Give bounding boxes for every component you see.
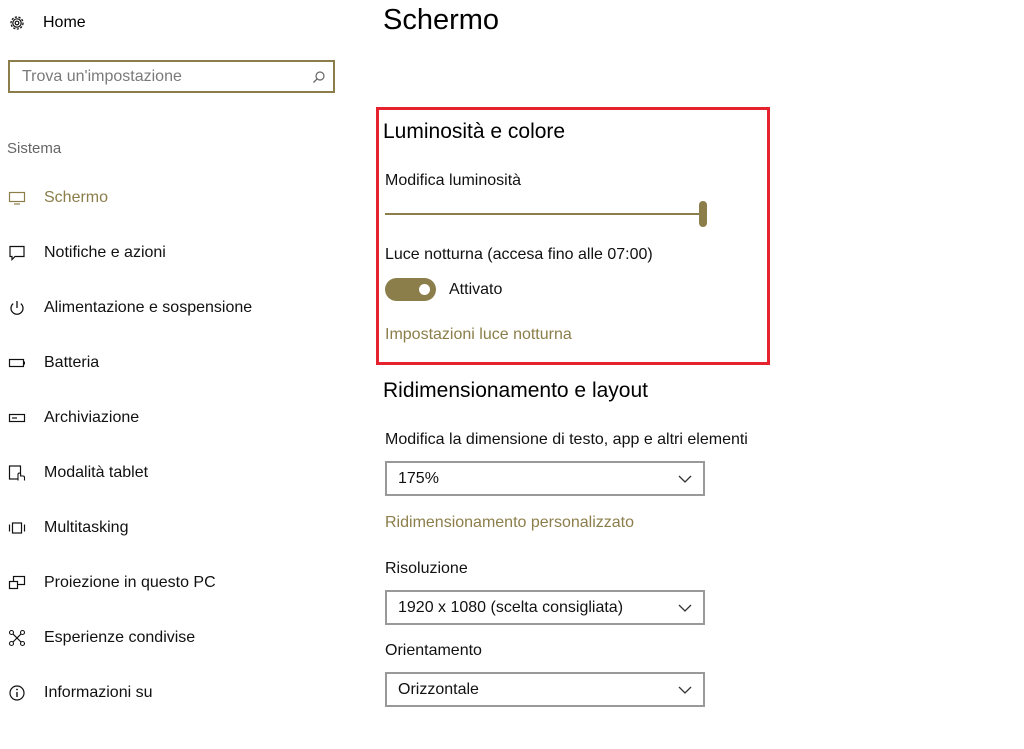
scale-dropdown-value: 175% [398, 469, 439, 487]
battery-icon [6, 352, 28, 374]
section-label-sistema: Sistema [7, 140, 62, 157]
brightness-label: Modifica luminosità [385, 172, 522, 189]
projection-icon [6, 572, 28, 594]
search-input[interactable] [10, 68, 305, 86]
brightness-slider[interactable] [385, 200, 710, 228]
orientation-label: Orientamento [385, 642, 482, 659]
night-light-toggle[interactable] [385, 278, 436, 301]
page-title: Schermo [383, 4, 500, 36]
info-icon [6, 682, 28, 704]
sidebar-item-label: Archiviazione [44, 409, 140, 426]
sidebar-item-archiviazione[interactable] [6, 404, 139, 432]
sidebar [0, 0, 350, 749]
sidebar-item-informazioni[interactable] [6, 679, 153, 707]
power-icon [6, 297, 28, 319]
orientation-dropdown-value: Orizzontale [398, 680, 479, 698]
shared-experiences-icon [6, 627, 28, 649]
sidebar-item-label: Batteria [44, 354, 100, 371]
sidebar-item-batteria[interactable] [6, 349, 99, 377]
night-light-state: Attivato [449, 281, 503, 298]
sidebar-item-label: Schermo [44, 189, 109, 206]
sidebar-item-label: Multitasking [44, 519, 129, 536]
sidebar-item-proiezione[interactable] [6, 569, 216, 597]
resolution-dropdown[interactable] [385, 590, 705, 625]
brightness-slider-thumb[interactable] [699, 201, 707, 227]
night-light-settings-link[interactable]: Impostazioni luce notturna [385, 326, 572, 343]
sidebar-item-label: Notifiche e azioni [44, 244, 166, 261]
custom-scaling-link[interactable]: Ridimensionamento personalizzato [385, 514, 635, 531]
chevron-down-icon [677, 474, 693, 484]
scale-layout-heading: Ridimensionamento e layout [383, 379, 648, 402]
toggle-knob [419, 284, 430, 295]
scale-label: Modifica la dimensione di testo, app e altri elementi [385, 431, 748, 448]
chevron-down-icon [677, 603, 693, 613]
monitor-icon [6, 187, 28, 209]
sidebar-item-modalita-tablet[interactable] [6, 459, 148, 487]
gear-icon [6, 12, 28, 34]
brightness-color-heading: Luminosità e colore [383, 120, 566, 143]
scale-dropdown[interactable] [385, 461, 705, 496]
chevron-down-icon [677, 685, 693, 695]
orientation-dropdown[interactable] [385, 672, 705, 707]
sidebar-item-multitasking[interactable] [6, 514, 128, 542]
multitasking-icon [6, 517, 28, 539]
brightness-slider-track [385, 213, 703, 215]
resolution-dropdown-value: 1920 x 1080 (scelta consigliata) [398, 598, 624, 616]
sidebar-item-label: Proiezione in questo PC [44, 574, 216, 591]
resolution-label: Risoluzione [385, 560, 468, 577]
sidebar-item-notifiche[interactable] [6, 239, 166, 267]
home-link[interactable] [6, 10, 86, 36]
sidebar-item-alimentazione[interactable] [6, 294, 252, 322]
notification-icon [6, 242, 28, 264]
home-label: Home [43, 14, 86, 31]
sidebar-item-schermo[interactable] [6, 184, 108, 212]
search-box[interactable] [8, 60, 335, 93]
night-light-label: Luce notturna (accesa fino alle 07:00) [385, 246, 653, 263]
tablet-mode-icon [6, 462, 28, 484]
search-icon[interactable] [305, 70, 333, 84]
sidebar-item-label: Informazioni su [44, 684, 153, 701]
sidebar-item-label: Modalità tablet [44, 464, 149, 481]
sidebar-item-label: Esperienze condivise [44, 629, 196, 646]
sidebar-item-esperienze[interactable] [6, 624, 195, 652]
storage-icon [6, 407, 28, 429]
sidebar-item-label: Alimentazione e sospensione [44, 299, 253, 316]
